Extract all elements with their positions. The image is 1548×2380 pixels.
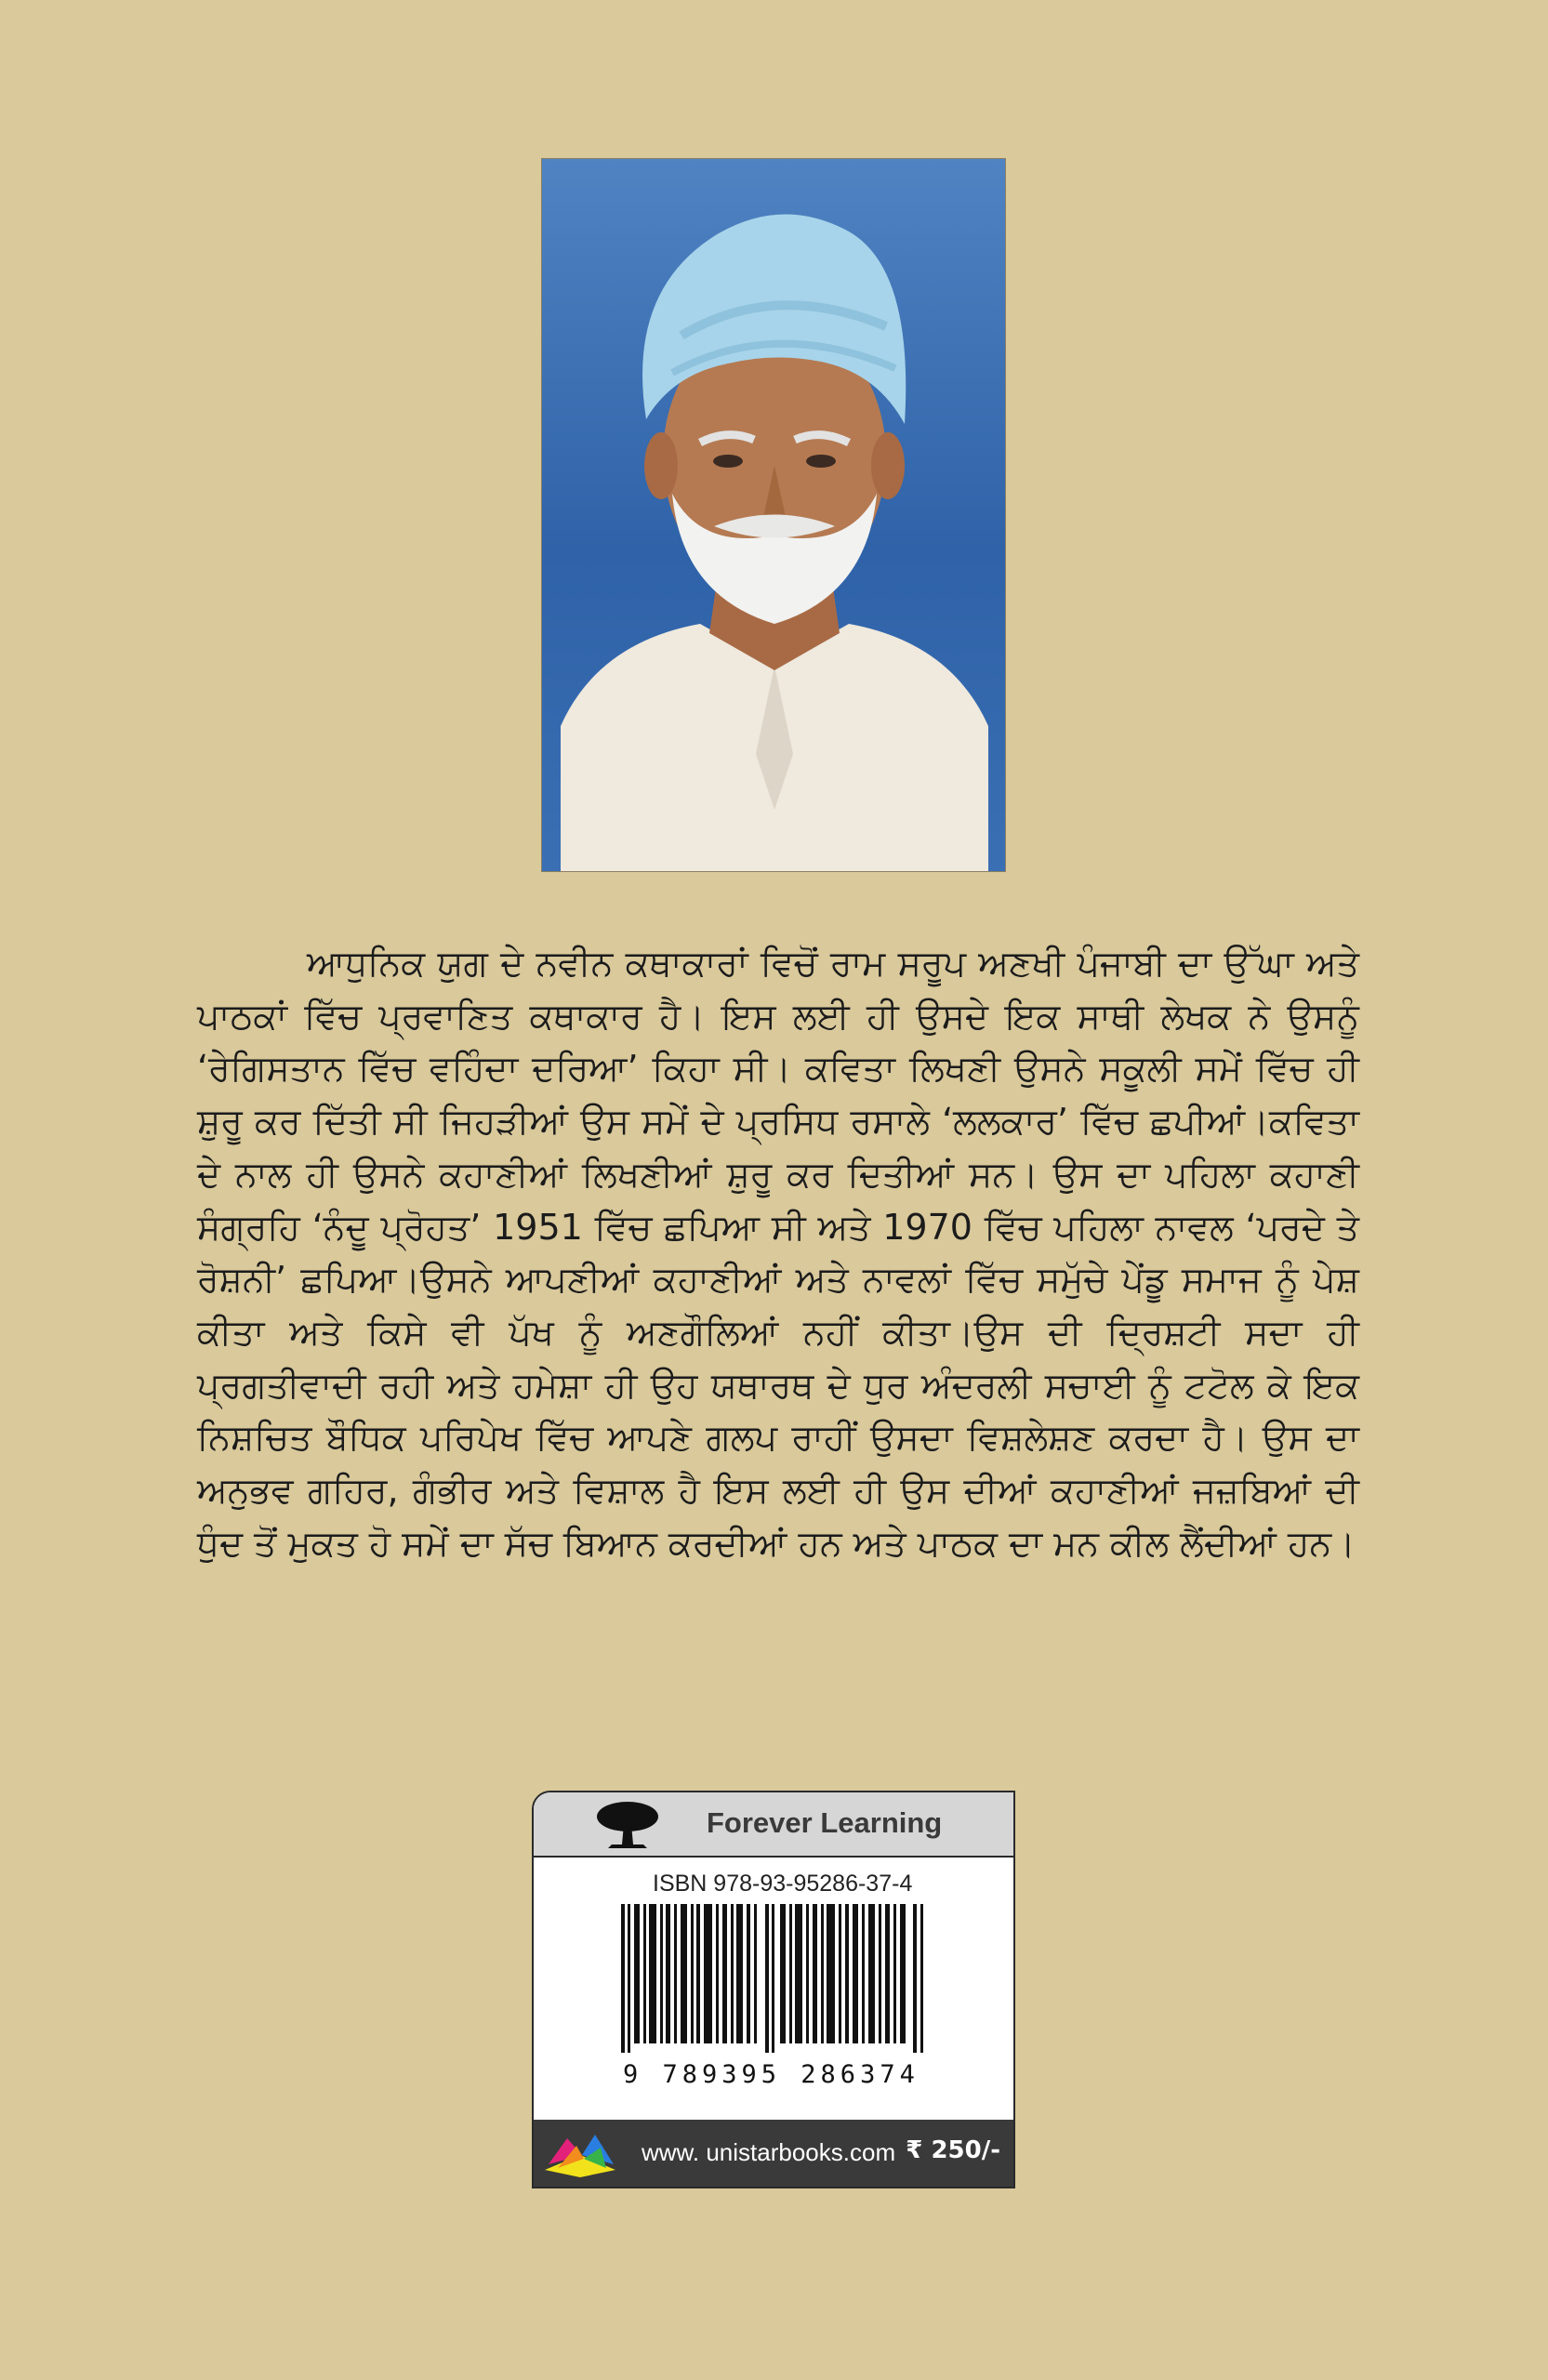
price-tag: ₹ 250/- bbox=[906, 2136, 1000, 2164]
isbn-text: ISBN 978-93-95286-37-4 bbox=[653, 1871, 913, 1897]
barcode-label bbox=[532, 1791, 1015, 2188]
tree-icon bbox=[595, 1800, 660, 1852]
books-icon bbox=[539, 2127, 621, 2179]
author-photo bbox=[541, 158, 1006, 872]
author-portrait-illustration bbox=[542, 159, 1006, 872]
barcode bbox=[621, 1904, 928, 2053]
author-blurb: ਆਧੁਨਿਕ ਯੁਗ ਦੇ ਨਵੀਨ ਕਥਾਕਾਰਾਂ ਵਿਚੋਂ ਰਾਮ ਸਰੂਪ ਅਣਖੀ ਪੰਜਾਬੀ ਦਾ ਉੱਘਾ ਅਤੇ ਪਾਠਕਾਂ ਵਿੱਚ ਪ੍ਰਵਾਣਿਤ ਕਥਾਕਾਰ ਹੈ। ਇਸ ਲਈ ਹੀ ਉਸਦੇ ਇਕ ਸਾਥੀ ਲੇਖਕ ਨੇ ਉਸਨੂੰ ‘ਰੇਗਿਸਤਾਨ ਵਿੱਚ ਵਹਿੰਦਾ ਦਰਿਆ’ ਕਿਹਾ ਸੀ। ਕਵਿਤਾ ਲਿਖਣੀ ਉਸਨੇ ਸਕੂਲੀ ਸਮੇਂ ਵਿੱਚ ਹੀ ਸ਼ੁਰੂ ਕਰ ਦਿੱਤੀ ਸੀ ਜਿਹੜੀਆਂ ਉਸ ਸਮੇਂ ਦੇ ਪ੍ਰਸਿਧ ਰਸਾਲੇ ‘ਲਲਕਾਰ’ ਵਿੱਚ ਛਪੀਆਂ।ਕਵਿਤਾ ਦੇ ਨਾਲ ਹੀ ਉਸਨੇ ਕਹਾਣੀਆਂ ਲਿਖਣੀਆਂ ਸ਼ੁਰੂ ਕਰ ਦਿਤੀਆਂ ਸਨ। ਉਸ ਦਾ ਪਹਿਲਾ ਕਹਾਣੀ ਸੰਗ੍ਰਹਿ ‘ਨੰਦੂ ਪ੍ਰੋਹਤ’ 1951 ਵਿੱਚ ਛਪਿਆ ਸੀ ਅਤੇ 1970 ਵਿੱਚ ਪਹਿਲਾ ਨਾਵਲ ‘ਪਰਦੇ ਤੇ ਰੋਸ਼ਨੀ’ ਛਪਿਆ।ਉਸਨੇ ਆਪਣੀਆਂ ਕਹਾਣੀਆਂ ਅਤੇ ਨਾਵਲਾਂ ਵਿੱਚ ਸਮੁੱਚੇ ਪੇਂਡੂ ਸਮਾਜ ਨੂੰ ਪੇਸ਼ ਕੀਤਾ ਅਤੇ ਕਿਸੇ ਵੀ ਪੱਖ ਨੂੰ ਅਣਗੌਲਿਆਂ ਨਹੀਂ ਕੀਤਾ।ਉਸ ਦੀ ਦ੍ਰਿਸ਼ਟੀ ਸਦਾ ਹੀ ਪ੍ਰਗਤੀਵਾਦੀ ਰਹੀ ਅਤੇ ਹਮੇਸ਼ਾ ਹੀ ਉਹ ਯਥਾਰਥ ਦੇ ਧੁਰ ਅੰਦਰਲੀ ਸਚਾਈ ਨੂੰ ਟਟੋਲ ਕੇ ਇਕ ਨਿਸ਼ਚਿਤ ਬੌਧਿਕ ਪਰਿਪੇਖ ਵਿੱਚ ਆਪਣੇ ਗਲਪ ਰਾਹੀਂ ਉਸਦਾ ਵਿਸ਼ਲੇਸ਼ਣ ਕਰਦਾ ਹੈ। ਉਸ ਦਾ ਅਨੁਭਵ ਗਹਿਰ, ਗੰਭੀਰ ਅਤੇ ਵਿਸ਼ਾਲ ਹੈ ਇਸ ਲਈ ਹੀ ਉਸ ਦੀਆਂ ਕਹਾਣੀਆਂ ਜਜ਼ਬਿਆਂ ਦੀ ਧੁੰਦ ਤੋਂ ਮੁਕਤ ਹੋ ਸਮੇਂ ਦਾ ਸੱਚ ਬਿਆਨ ਕਰਦੀਆਂ ਹਨ ਅਤੇ ਪਾਠਕ ਦਾ ਮਨ ਕੀਲ ਲੈਂਦੀਆਂ ਹਨ। bbox=[197, 943, 1359, 1564]
publisher-name: Forever Learning bbox=[707, 1806, 943, 1839]
publisher-website: www. unistarbooks.com bbox=[642, 2138, 896, 2166]
barcode-digits: 9 789395 286374 bbox=[623, 2060, 920, 2089]
label-header bbox=[534, 1792, 1013, 1858]
label-footer bbox=[534, 2120, 1013, 2187]
